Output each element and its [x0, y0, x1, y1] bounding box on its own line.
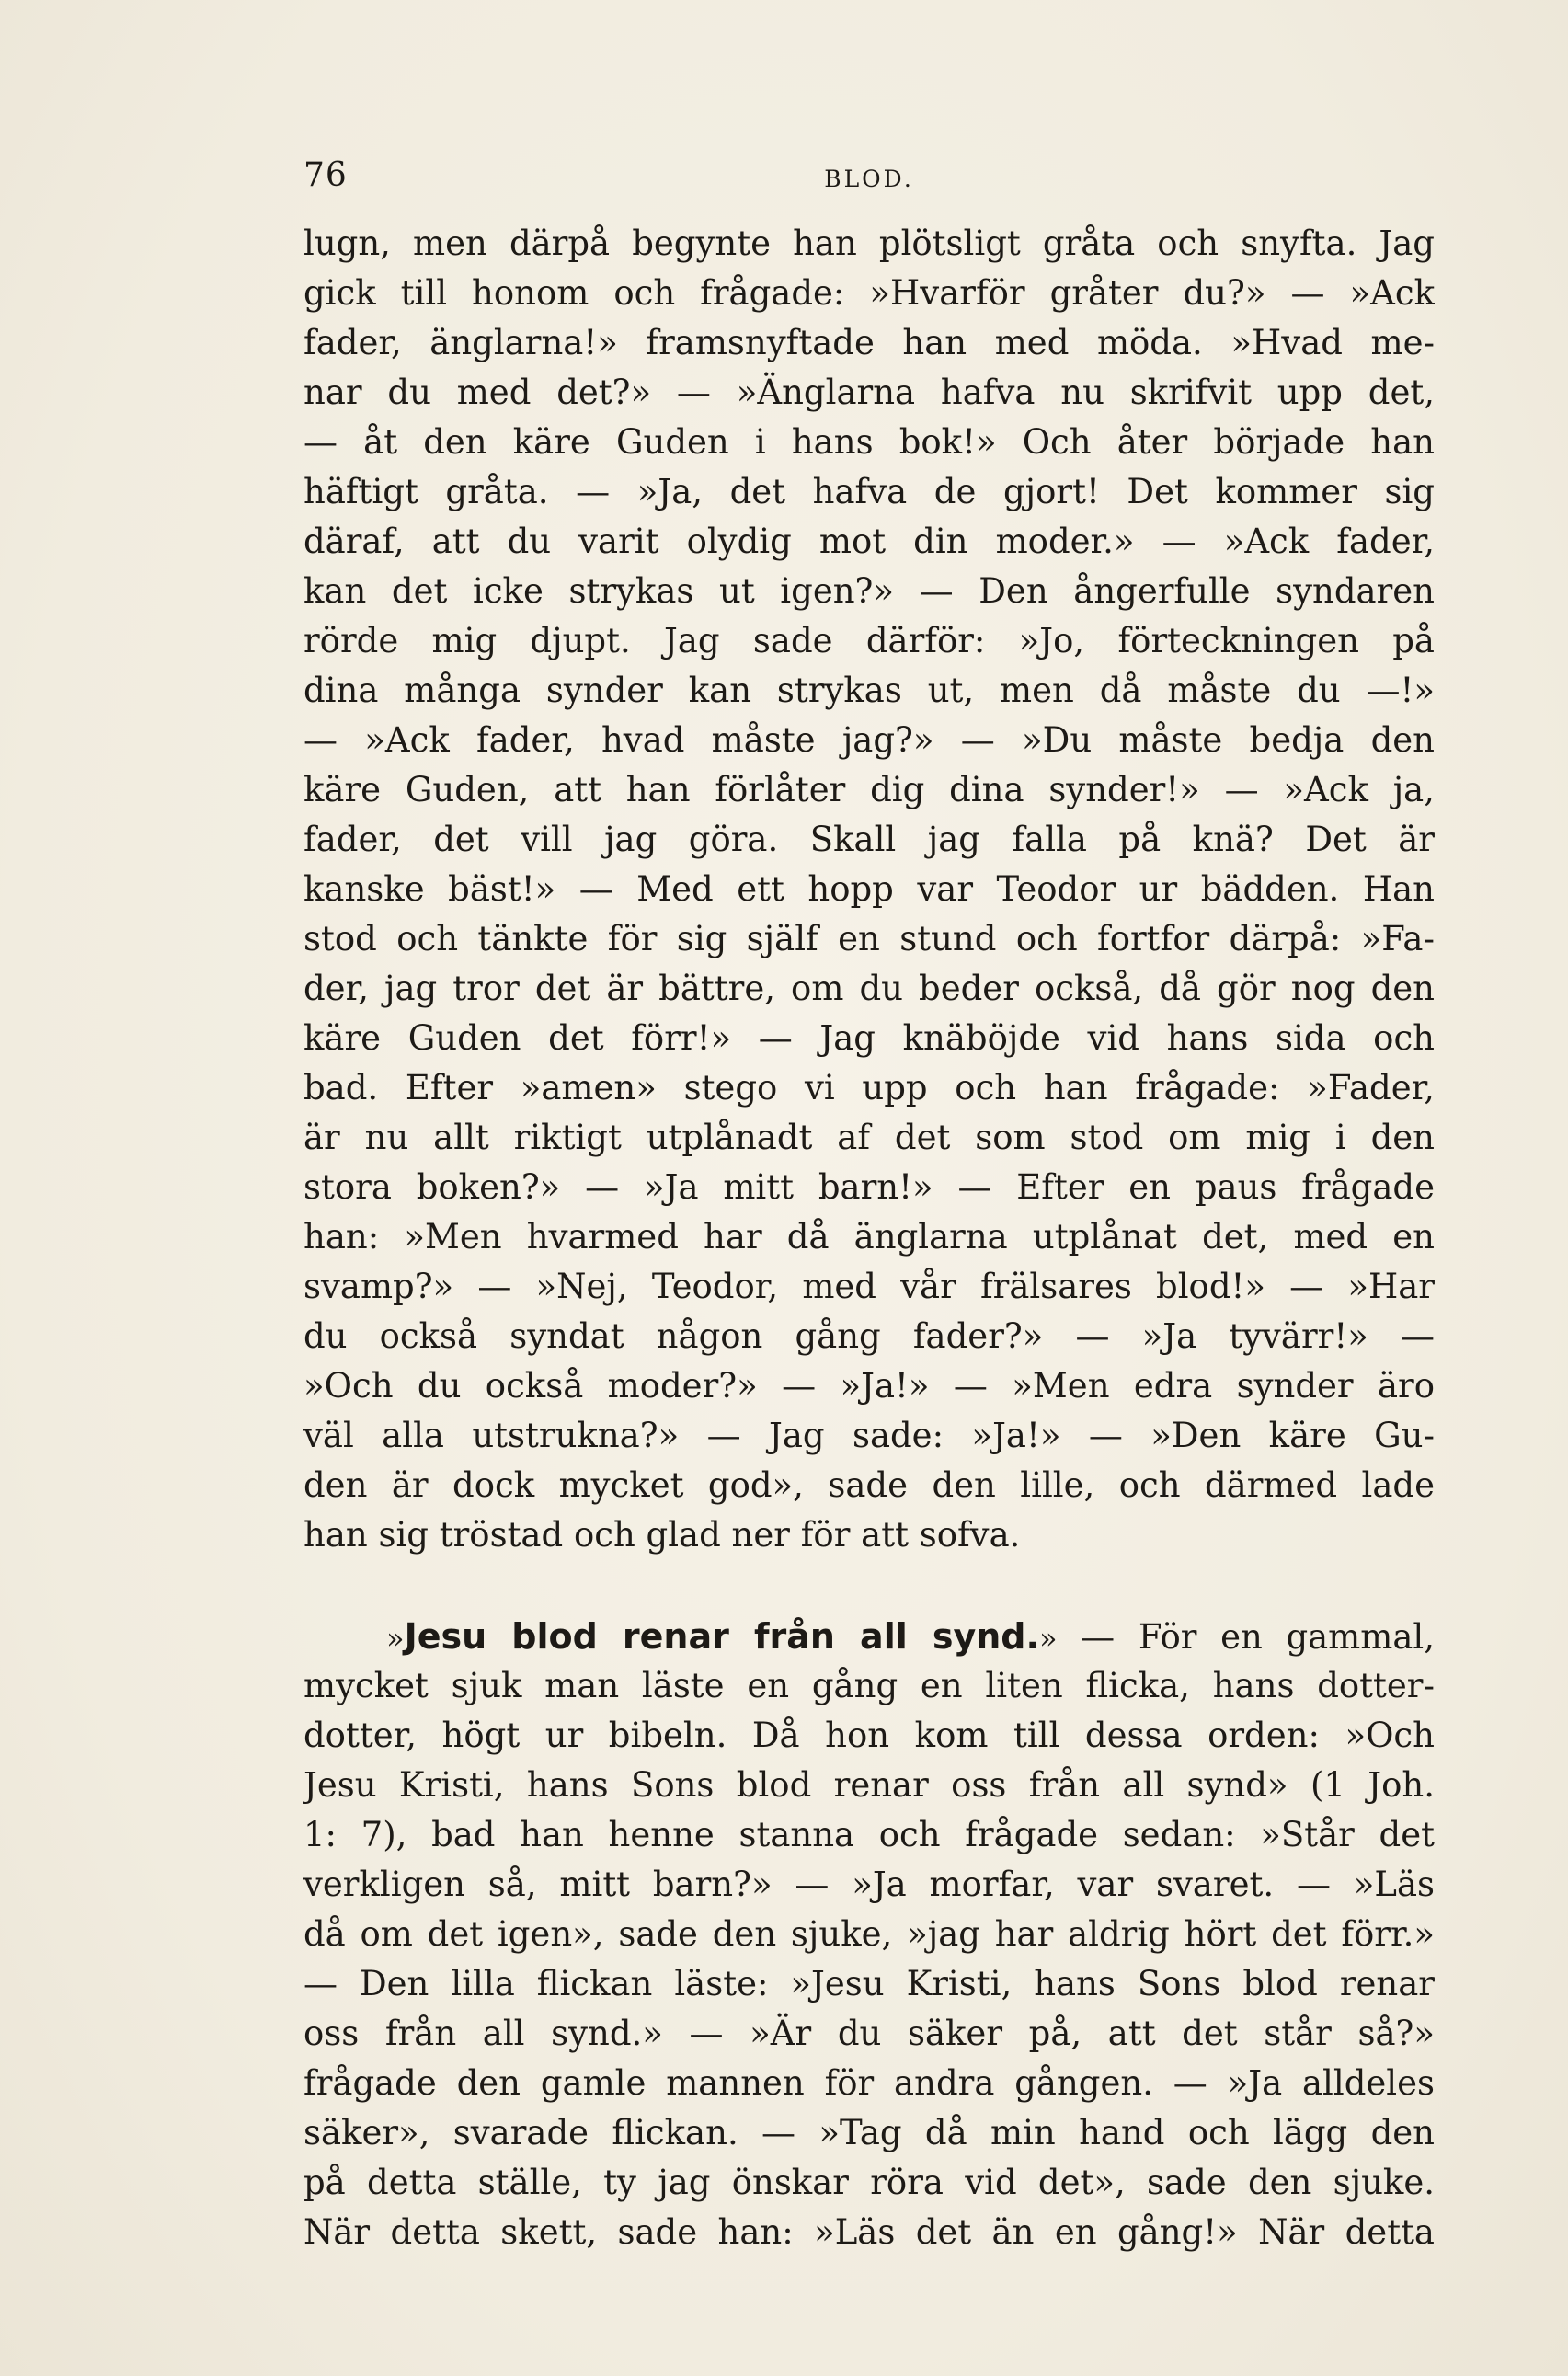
text-line: — Den lilla flickan läste: »Jesu Kristi, hans Sons blod renar	[303, 1964, 1435, 2003]
text-line: 1: 7), bad han henne stanna och frågade sedan: »Står det	[303, 1815, 1435, 1854]
text-line: dina många synder kan strykas ut, men då måste du —!»	[303, 671, 1435, 710]
text-line: då om det igen», sade den sjuke, »jag har aldrig hört det förr.»	[303, 1914, 1435, 1954]
text-line: han: »Men hvarmed har då änglarna utplånat det, med en	[303, 1217, 1435, 1257]
section-heading: Jesu blod renar från all synd.	[404, 1616, 1039, 1657]
close-quote: »	[1038, 1621, 1058, 1656]
paragraph-gap	[303, 1560, 1435, 1612]
open-quote: »	[386, 1621, 405, 1656]
text-line: häftigt gråta. — »Ja, det hafva de gjort! Det kommer sig	[303, 472, 1435, 511]
text-line: gick till honom och frågade: »Hvarför gråter du?» — »Ack	[303, 273, 1435, 313]
text-line: är nu allt riktigt utplånadt af det som stod om mig i den	[303, 1118, 1435, 1157]
text-line: der, jag tror det är bättre, om du beder också, då gör nog den	[303, 969, 1435, 1008]
text-line: — »Ack fader, hvad måste jag?» — »Du måste bedja den	[303, 720, 1435, 760]
text-line: Jesu Kristi, hans Sons blod renar oss från all synd» (1 Joh.	[303, 1765, 1435, 1805]
running-head: BLOD.	[824, 166, 914, 192]
text-line: säker», svarade flickan. — »Tag då min hand och lägg den	[303, 2113, 1435, 2152]
text-line: fader, änglarna!» framsnyftade han med möda. »Hvad me-	[303, 323, 1435, 362]
text-line: stod och tänkte för sig själf en stund och fortfor därpå: »Fa-	[303, 919, 1435, 958]
text-line: mycket sjuk man läste en gång en liten flicka, hans dotter-	[303, 1666, 1435, 1705]
text-line: stora boken?» — »Ja mitt barn!» — Efter en paus frågade	[303, 1167, 1435, 1207]
text-line: När detta skett, sade han: »Läs det än en gång!» När detta	[303, 2212, 1435, 2252]
text-line: oss från all synd.» — »Är du säker på, att det står så?»	[303, 2014, 1435, 2053]
text-line: kanske bäst!» — Med ett hopp var Teodor ur bädden. Han	[303, 869, 1435, 909]
text-line: käre Guden det förr!» — Jag knäböjde vid hans sida och	[303, 1018, 1435, 1058]
paragraph-teodor-story	[303, 219, 1435, 1560]
text-line: rörde mig djupt. Jag sade därför: »Jo, förteckningen på	[303, 621, 1435, 660]
text-line: du också syndat någon gång fader?» — »Ja tyvärr!» —	[303, 1316, 1435, 1356]
text-line	[303, 1612, 1435, 1661]
text-line: kan det icke strykas ut igen?» — Den ångerfulle syndaren	[303, 571, 1435, 611]
text-line: bad. Efter »amen» stego vi upp och han frågade: »Fader,	[303, 1068, 1435, 1108]
paragraph-lines	[303, 1661, 1435, 2257]
page-number: 76	[303, 156, 348, 194]
text-line: — åt den käre Guden i hans bok!» Och åter började han	[303, 422, 1435, 462]
text-line: verkligen så, mitt barn?» — »Ja morfar, var svaret. — »Läs	[303, 1865, 1435, 1904]
text-line: käre Guden, att han förlåter dig dina synder!» — »Ack ja,	[303, 770, 1435, 809]
text-line: lugn, men därpå begynte han plötsligt gråta och snyfta. Jag	[303, 224, 1435, 263]
text-line: på detta ställe, ty jag önskar röra vid det», sade den sjuke.	[303, 2163, 1435, 2202]
paragraph-jesu-blod	[303, 1612, 1435, 2257]
page-header	[303, 156, 1435, 212]
text-line: den är dock mycket god», sade den lille, och därmed lade	[303, 1465, 1435, 1505]
text-line: dotter, högt ur bibeln. Då hon kom till dessa orden: »Och	[303, 1716, 1435, 1755]
text-line: väl alla utstrukna?» — Jag sade: »Ja!» — »Den käre Gu-	[303, 1416, 1435, 1455]
body-text	[303, 219, 1435, 2257]
text-line: frågade den gamle mannen för andra gången. — »Ja alldeles	[303, 2063, 1435, 2103]
text-line: »Och du också moder?» — »Ja!» — »Men edra synder äro	[303, 1366, 1435, 1406]
text-line: fader, det vill jag göra. Skall jag falla på knä? Det är	[303, 820, 1435, 859]
text-line: svamp?» — »Nej, Teodor, med vår frälsares blod!» — »Har	[303, 1267, 1435, 1306]
heading-line-rest: — För en gammal,	[1057, 1617, 1435, 1657]
text-line: nar du med det?» — »Änglarna hafva nu skrifvit upp det,	[303, 373, 1435, 412]
text-line: däraf, att du varit olydig mot din moder.» — »Ack fader,	[303, 522, 1435, 561]
text-line: han sig tröstad och glad ner för att sofva.	[303, 1515, 1021, 1555]
